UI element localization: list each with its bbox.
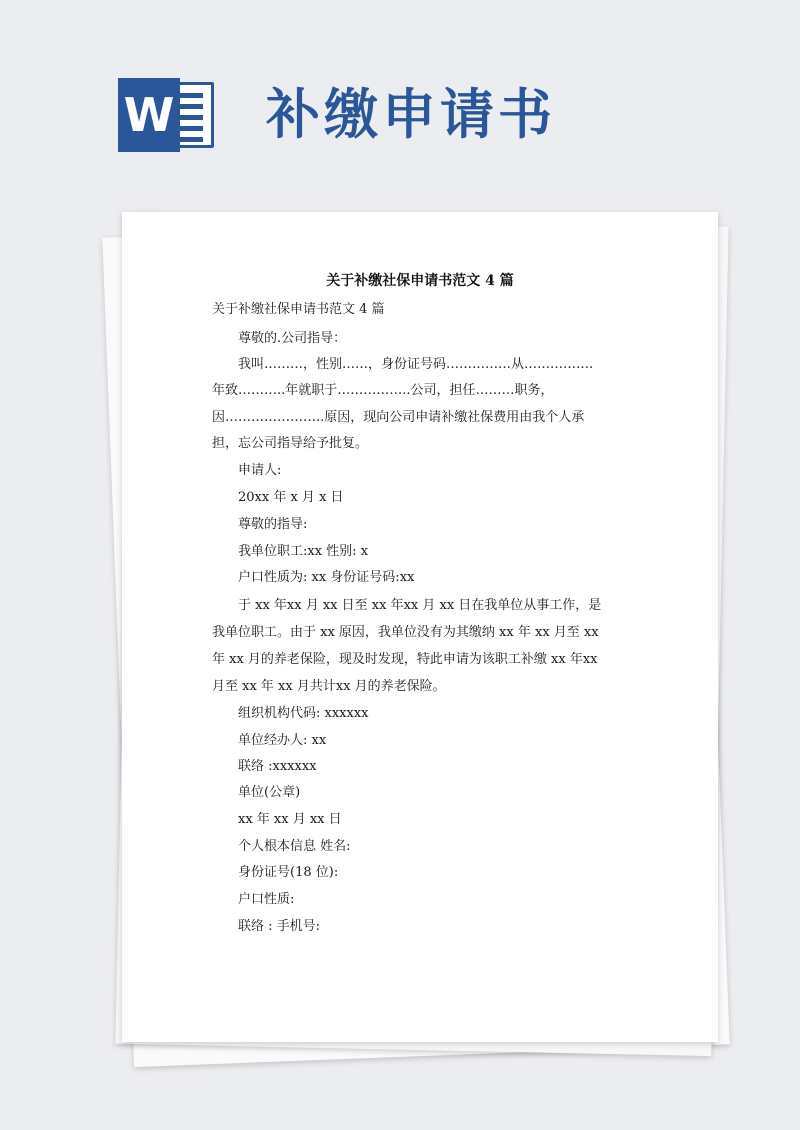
doc-line: 户口性质: bbox=[238, 892, 295, 907]
doc-line: 年致………..年就职于……………..公司，担任………职务， bbox=[212, 383, 554, 398]
doc-line: 联络 : 手机号: bbox=[238, 919, 321, 934]
word-icon bbox=[118, 78, 218, 152]
doc-line: 因…………………..原因，现向公司申请补缴社保费用由我个人承 bbox=[212, 410, 585, 425]
document-content bbox=[122, 212, 718, 1042]
doc-line: 于 xx 年xx 月 xx 日至 xx 年xx 月 xx 日在我单位从事工作，是 bbox=[238, 598, 602, 613]
doc-line: 身份证号(18 位): bbox=[238, 865, 339, 880]
doc-line: 我单位职工:xx 性别: x bbox=[238, 544, 369, 559]
doc-line: 单位(公章) bbox=[238, 785, 301, 800]
doc-line: 组织机构代码: xxxxxx bbox=[238, 706, 369, 721]
doc-line: 我单位职工。由于 xx 原因，我单位没有为其缴纳 xx 年 xx 月至 xx bbox=[212, 625, 599, 640]
banner-title: 补缴申请书 bbox=[266, 83, 556, 146]
doc-line: 年 xx 月的养老保险，现及时发现，特此申请为该职工补缴 xx 年xx bbox=[212, 652, 598, 667]
doc-line: 20xx 年 x 月 x 日 bbox=[238, 490, 344, 505]
doc-line: 尊敬的.公司指导： bbox=[238, 331, 347, 346]
doc-line: xx 年 xx 月 xx 日 bbox=[238, 812, 342, 827]
doc-line: 尊敬的指导: bbox=[238, 517, 308, 532]
doc-line: 单位经办人: xx bbox=[238, 733, 327, 748]
doc-line: 申请人: bbox=[238, 463, 282, 478]
doc-line: 担，忘公司指导给予批复。 bbox=[212, 436, 369, 451]
doc-line: 联络 :xxxxxx bbox=[238, 759, 317, 774]
document-title: 关于补缴社保申请书范文 4 篇 bbox=[326, 273, 514, 289]
doc-line: 关于补缴社保申请书范文 4 篇 bbox=[212, 302, 385, 317]
doc-line: 个人根本信息 姓名: bbox=[238, 839, 351, 854]
banner bbox=[0, 0, 800, 200]
doc-line: 户口性质为: xx 身份证号码:xx bbox=[238, 570, 415, 585]
doc-line: 我叫………，性别……，身份证号码……………从……………. bbox=[238, 357, 594, 372]
word-letter: W bbox=[118, 78, 180, 152]
doc-line: 月至 xx 年 xx 月共计xx 月的养老保险。 bbox=[212, 679, 446, 694]
